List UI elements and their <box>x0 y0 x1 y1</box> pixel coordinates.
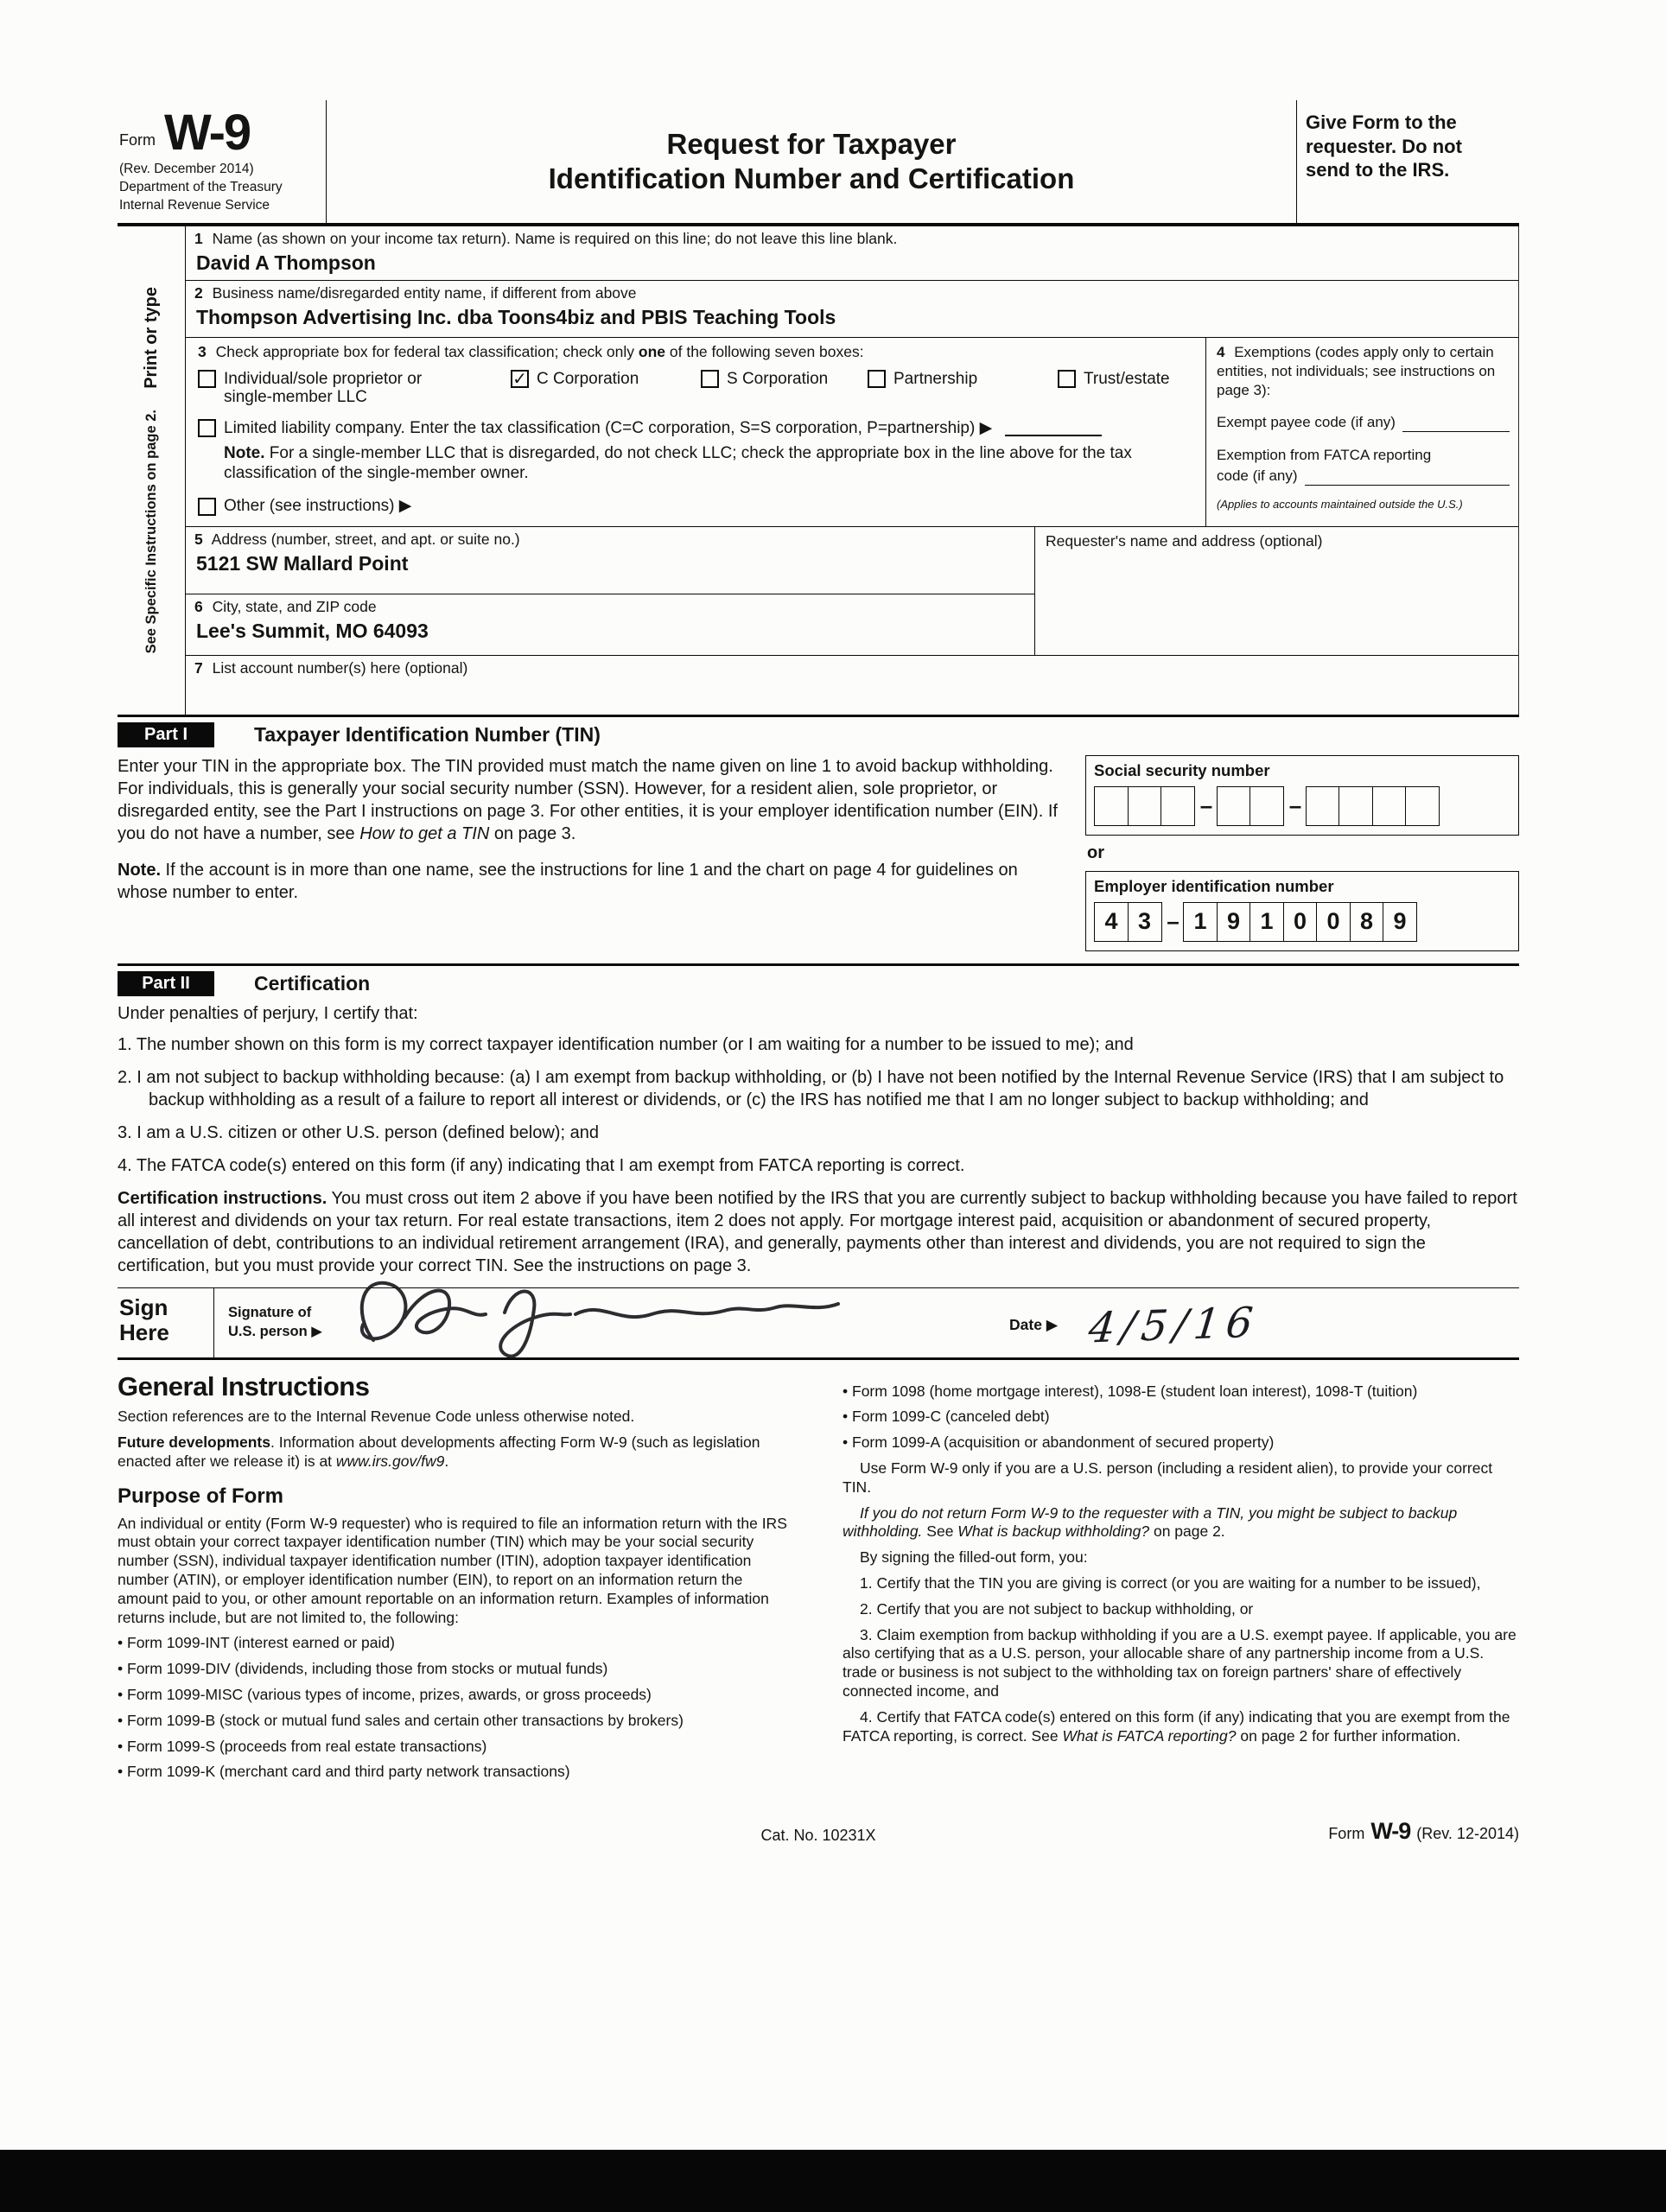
line7-number: 7 <box>194 658 203 677</box>
line5-label: Address (number, street, and apt. or suite no.) <box>211 530 520 548</box>
checkbox-trust-estate-label: Trust/estate <box>1084 370 1170 388</box>
footer-form-number: W-9 <box>1370 1818 1411 1845</box>
ein-digit-cell[interactable]: 9 <box>1217 902 1251 942</box>
line7-account-value[interactable] <box>194 677 1510 705</box>
date-field[interactable] <box>1009 1288 1519 1357</box>
future-developments-post: . <box>444 1452 449 1471</box>
form-revision: (Rev. December 2014) <box>119 161 254 176</box>
ein-dash: – <box>1167 908 1180 935</box>
ein-digit-cell[interactable]: 1 <box>1250 902 1284 942</box>
signature-of-line2: U.S. person ▶ <box>228 1323 322 1339</box>
fatca-label-line1: Exemption from FATCA reporting <box>1217 447 1432 463</box>
part1-header <box>118 717 1519 753</box>
signing-item-1: 1. Certify that the TIN you are giving is correct (or you are waiting for a number to be issued), <box>860 1574 1481 1592</box>
line6-city-value[interactable]: Lee's Summit, MO 64093 <box>196 619 429 642</box>
ssn-digit-cell[interactable] <box>1128 786 1162 826</box>
address-column <box>186 527 1034 655</box>
exemptions-title: Exemptions (codes apply only to certain entities, not individuals; see instructions on page 3): <box>1217 344 1496 398</box>
part1-text-pre: Enter your TIN in the appropriate box. The TIN provided must match the name given on line 1 to avoid backup withholding. For individuals, this is generally your social security number (SSN). However, for a resident alien, sole proprietor, or disregarded entity, see the Part I instructions on page 3. For other entities, it is your employer identification number (EIN). If you do not have a number, see <box>118 756 1058 843</box>
signature-of-label <box>228 1304 345 1341</box>
requester-box[interactable] <box>1034 527 1518 655</box>
classification-checkbox-row <box>198 370 1199 407</box>
ein-digit-cell[interactable]: 0 <box>1316 902 1351 942</box>
signature-section <box>118 1287 1519 1360</box>
ssn-box <box>1085 755 1519 836</box>
form-header <box>118 100 1519 226</box>
left-margin-strip <box>118 226 185 715</box>
signature-field[interactable] <box>214 1288 1009 1357</box>
sign-here-label <box>118 1288 214 1357</box>
give-form-notice: Give Form to the requester. Do not send to the IRS. <box>1296 100 1519 223</box>
checkbox-c-corporation[interactable] <box>511 370 701 407</box>
page-footer <box>118 1818 1519 1856</box>
backup-withholding-italic: If you do not return Form W-9 to the requester with a TIN, you might be subject to backup withholding. <box>843 1503 1458 1541</box>
line7-account-row <box>186 656 1518 715</box>
part1-badge: Part I <box>118 722 214 747</box>
checkbox-s-corporation-box[interactable] <box>701 370 719 388</box>
llc-note-text: For a single-member LLC that is disregarded, do not check LLC; check the appropriate box in the line above for the tax classification of the single-member owner. <box>224 443 1132 482</box>
checkbox-other-box[interactable] <box>198 498 216 516</box>
instructions-right-column <box>843 1376 1519 1789</box>
part2-badge: Part II <box>118 971 214 996</box>
fatca-code-blank[interactable] <box>1305 469 1510 486</box>
part1-title: Taxpayer Identification Number (TIN) <box>254 722 601 746</box>
part2-body <box>118 1002 1519 1287</box>
signature-of-line1: Signature of <box>228 1305 312 1321</box>
form-word: Form <box>119 131 156 149</box>
certification-item-3: 3. I am a U.S. citizen or other U.S. person (defined below); and <box>118 1122 599 1142</box>
signing-item-2: 2. Certify that you are not subject to backup withholding, or <box>860 1599 1254 1618</box>
list-item: • Form 1099-C (canceled debt) <box>843 1408 1519 1427</box>
part2-header <box>118 966 1519 1002</box>
line1-name-value[interactable]: David A Thompson <box>196 251 376 274</box>
ssn-digit-row <box>1096 786 1511 826</box>
list-item: • Form 1099-A (acquisition or abandonment of secured property) <box>843 1433 1519 1452</box>
part1-note-text: If the account is in more than one name, see the instructions for line 1 and the chart on page 4 for guidelines on whose number to enter. <box>118 860 1018 902</box>
checkbox-llc-box[interactable] <box>198 419 216 437</box>
line2-business-row <box>186 281 1518 338</box>
part1-body <box>118 753 1519 963</box>
date-label: Date ▶ <box>1009 1316 1059 1334</box>
list-item: • Form 1099-MISC (various types of income, prizes, awards, or gross proceeds) <box>118 1686 794 1705</box>
line2-number: 2 <box>194 284 203 302</box>
future-developments-text: . Information about developments affecting Form W-9 (such as legislation enacted after we release it) is at <box>118 1433 760 1471</box>
line3-number: 3 <box>198 343 207 360</box>
checkbox-llc-label: Limited liability company. Enter the tax classification (C=C corporation, S=S corporation, P=partnership) ▶ <box>224 418 993 437</box>
line5-number: 5 <box>194 530 203 548</box>
certification-item-4: 4. The FATCA code(s) entered on this form (if any) indicating that I am exempt from FATCA reporting is correct. <box>118 1155 965 1175</box>
ein-digit-cell[interactable]: 1 <box>1183 902 1218 942</box>
checkbox-c-corporation-box[interactable]: ✓ <box>511 370 529 388</box>
ssn-digit-cell[interactable] <box>1339 786 1373 826</box>
line3-label-row <box>198 343 1199 361</box>
ssn-dash: – <box>1288 792 1302 819</box>
checkbox-individual-box[interactable] <box>198 370 216 388</box>
form-id-block <box>118 100 327 223</box>
line3-classification-row <box>186 338 1518 527</box>
exempt-payee-row <box>1217 413 1510 432</box>
requester-label: Requester's name and address (optional) <box>1046 531 1323 550</box>
box4-number: 4 <box>1217 344 1225 360</box>
ein-box <box>1085 871 1519 951</box>
line6-label-row <box>194 598 1026 616</box>
field-rows <box>185 226 1519 715</box>
exemptions-box <box>1205 338 1518 526</box>
part2-title: Certification <box>254 971 371 995</box>
part1-text-italic: How to get a TIN <box>359 823 490 843</box>
date-value[interactable]: 4/5/16 <box>1086 1298 1262 1353</box>
section-references: Section references are to the Internal Revenue Code unless otherwise noted. <box>118 1408 635 1426</box>
form-department: Department of the Treasury <box>119 179 283 194</box>
line3-label-one: one <box>638 343 666 360</box>
llc-note <box>224 444 1178 484</box>
future-developments <box>118 1433 794 1471</box>
line3-label-pre: Check appropriate box for federal tax classification; check only <box>215 343 639 360</box>
sign-here-line1: Sign <box>119 1294 169 1320</box>
line6-city-row <box>186 594 1034 655</box>
checkbox-s-corporation[interactable] <box>701 370 868 407</box>
ssn-digit-cell[interactable] <box>1160 786 1195 826</box>
sign-here-line2: Here <box>119 1319 169 1345</box>
list-item: • Form 1099-INT (interest earned or paid) <box>118 1634 794 1653</box>
list-item: • Form 1099-DIV (dividends, including those from stocks or mutual funds) <box>118 1660 794 1679</box>
list-item: • Form 1099-B (stock or mutual fund sales and certain other transactions by brokers) <box>118 1712 794 1731</box>
scan-black-bar <box>0 2150 1666 2212</box>
line3-label-post: of the following seven boxes: <box>665 343 864 360</box>
checkbox-llc[interactable] <box>198 419 1199 437</box>
ssn-digit-cell[interactable] <box>1094 786 1129 826</box>
backup-withholding-term: What is backup withholding? <box>957 1522 1150 1541</box>
checkbox-individual-label: Individual/sole proprietor or single-member LLC <box>224 370 423 407</box>
exempt-payee-blank[interactable] <box>1402 416 1510 432</box>
footer-form-word: Form <box>1328 1825 1365 1843</box>
ein-digit-cell[interactable]: 3 <box>1128 902 1162 942</box>
general-instructions <box>118 1370 1519 1789</box>
certification-instructions-text: You must cross out item 2 above if you have been notified by the IRS that you are currently subject to backup withholding because you have failed to report all interest and dividends on your tax return. For real estate transactions, item 2 does not apply. For mortgage interest paid, acquisition or abandonment of secured property, cancellation of debt, contributions to an individual retirement arrangement (IRA), and generally, payments other than interest and dividends, you are not required to sign the certification, but you must provide your correct TIN. See the instructions on page 3. <box>118 1188 1517 1275</box>
ssn-dash: – <box>1199 792 1213 819</box>
line6-label: City, state, and ZIP code <box>212 597 377 615</box>
form-service: Internal Revenue Service <box>119 197 270 213</box>
list-item: • Form 1098 (home mortgage interest), 1098-E (student loan interest), 1098-T (tuition) <box>843 1382 1519 1402</box>
form-number-row <box>119 107 321 160</box>
ssn-label: Social security number <box>1094 760 1270 779</box>
certification-instructions-lead: Certification instructions. <box>118 1188 327 1208</box>
signing-item-4 <box>843 1708 1519 1746</box>
line5-address-row <box>186 527 1034 594</box>
identification-section <box>118 226 1519 717</box>
signing-item-4-term: What is FATCA reporting? <box>1062 1726 1237 1745</box>
backup-withholding-post: on page 2. <box>1149 1522 1225 1541</box>
exemptions-fine-print: (Applies to accounts maintained outside the U.S.) <box>1217 497 1463 511</box>
form-title-block <box>327 100 1296 223</box>
part1-note-lead: Note. <box>118 860 161 880</box>
fatca-code-row <box>1217 467 1510 486</box>
checkbox-other-label: Other (see instructions) ▶ <box>224 497 412 516</box>
future-developments-lead: Future developments <box>118 1433 270 1452</box>
by-signing-intro: By signing the filled-out form, you: <box>860 1548 1088 1567</box>
checkbox-partnership[interactable] <box>868 370 1058 407</box>
signing-item-3: 3. Claim exemption from backup withholding if you are a U.S. exempt payee. If applicable, you are also certifying that as a U.S. person, your allocable share of any partnership income from a U.S. trade or business is not subject to the withholding tax on foreign partners' share of effectively connected income, and <box>843 1625 1517 1700</box>
backup-withholding-mid: See <box>922 1522 958 1541</box>
see-instructions-label: See Specific Instructions on page 2. <box>143 410 159 654</box>
line7-label-row <box>194 659 1510 677</box>
or-label: or <box>1087 842 1104 862</box>
ssn-digit-cell[interactable] <box>1306 786 1340 826</box>
ein-digit-cell[interactable]: 9 <box>1383 902 1417 942</box>
checkbox-partnership-box[interactable] <box>868 370 886 388</box>
line1-label-row <box>194 230 1510 248</box>
use-w9-paragraph: Use Form W-9 only if you are a U.S. person (including a resident alien), to provide your correct TIN. <box>843 1459 1493 1496</box>
line5-label-row <box>194 531 1026 549</box>
line2-label-row <box>194 284 1510 302</box>
purpose-paragraph: An individual or entity (Form W-9 requester) who is required to file an information return with the IRS must obtain your correct taxpayer identification number (TIN) which may be your social security number (SSN), individual taxpayer identification number (ITIN), adoption taxpayer identification number (ATIN), or employer identification number (EIN), to report on an information return the amount paid to you, or other amount reportable on an information return. Examples of information returns include, but are not limited to, the following: <box>118 1514 787 1626</box>
part1-note <box>118 859 1061 904</box>
line2-business-value[interactable]: Thompson Advertising Inc. dba Toons4biz and PBIS Teaching Tools <box>196 306 836 328</box>
part1-paragraph <box>118 755 1061 845</box>
signing-item-4-pre: 4. Certify that FATCA code(s) entered on this form (if any) indicating that you are exempt from the FATCA reporting, is correct. See <box>843 1707 1510 1745</box>
form-title-line2: Identification Number and Certification <box>548 162 1075 194</box>
ssn-digit-cell[interactable] <box>1405 786 1440 826</box>
checkbox-trust-estate-box[interactable] <box>1058 370 1076 388</box>
exempt-payee-label: Exempt payee code (if any) <box>1217 414 1396 431</box>
checkbox-trust-estate[interactable] <box>1058 370 1170 407</box>
ein-label: Employer identification number <box>1094 876 1334 895</box>
line1-label: Name (as shown on your income tax return). Name is required on this line; do not leave this line blank. <box>212 230 898 247</box>
llc-classification-blank[interactable] <box>1005 419 1102 436</box>
certification-item-2: 2. I am not subject to backup withholding because: (a) I am exempt from backup withholding, or (b) I have not been notified by the Internal Revenue Service (IRS) that I am subject to backup withholding as a result of a failure to report all interest or dividends, or (c) the IRS has notified me that I am no longer subject to backup withholding; and <box>118 1067 1504 1109</box>
tax-classification-area <box>186 338 1205 526</box>
certification-item-1: 1. The number shown on this form is my correct taxpayer identification number (or I am waiting for a number to be issued to me); and <box>118 1034 1134 1054</box>
signing-item-4-post: on page 2 for further information. <box>1236 1726 1461 1745</box>
part1-text-post: on page 3. <box>489 823 576 843</box>
fatca-label-line2: code (if any) <box>1217 467 1298 484</box>
future-developments-url: www.irs.gov/fw9 <box>335 1452 445 1471</box>
footer-form-revision: (Rev. 12-2014) <box>1416 1825 1519 1843</box>
list-item: • Form 1099-K (merchant card and third party network transactions) <box>118 1763 794 1782</box>
part1-instructions <box>118 755 1085 951</box>
address-rows <box>186 527 1518 656</box>
ein-digit-cell[interactable]: 0 <box>1283 902 1318 942</box>
ein-digit-row <box>1096 902 1511 942</box>
ssn-digit-cell[interactable] <box>1217 786 1251 826</box>
backup-withholding-note <box>843 1504 1519 1542</box>
certification-instructions <box>118 1187 1519 1277</box>
general-instructions-heading: General Instructions <box>118 1370 370 1402</box>
instructions-left-column <box>118 1370 794 1789</box>
line7-label: List account number(s) here (optional) <box>212 658 468 677</box>
checkbox-s-corporation-label: S Corporation <box>727 370 829 388</box>
line1-name-row <box>186 226 1518 281</box>
form-number: W-9 <box>164 105 251 161</box>
ein-digit-cell[interactable]: 4 <box>1094 902 1129 942</box>
checkbox-other[interactable] <box>198 497 1199 515</box>
checkbox-partnership-label: Partnership <box>893 370 978 388</box>
checkbox-individual[interactable] <box>198 370 511 407</box>
w9-form <box>118 100 1519 1856</box>
line1-number: 1 <box>194 230 203 247</box>
catalog-number: Cat. No. 10231X <box>760 1827 876 1845</box>
ein-digit-cell[interactable]: 8 <box>1350 902 1384 942</box>
line6-number: 6 <box>194 597 203 615</box>
purpose-of-form-heading: Purpose of Form <box>118 1484 284 1508</box>
list-item: • Form 1099-S (proceeds from real estate transactions) <box>118 1738 794 1757</box>
ssn-digit-cell[interactable] <box>1372 786 1407 826</box>
llc-note-lead: Note. <box>224 443 265 462</box>
exemptions-title-row <box>1217 343 1510 399</box>
footer-form-id <box>1328 1818 1519 1845</box>
line5-address-value[interactable]: 5121 SW Mallard Point <box>196 551 409 575</box>
tin-boxes-column <box>1085 755 1519 951</box>
print-or-type-label: Print or type <box>141 287 161 390</box>
line2-label: Business name/disregarded entity name, if different from above <box>212 284 637 302</box>
form-title-line1: Request for Taxpayer <box>666 128 957 161</box>
ssn-digit-cell[interactable] <box>1250 786 1284 826</box>
certification-intro: Under penalties of perjury, I certify that: <box>118 1003 418 1023</box>
checkbox-c-corporation-label: C Corporation <box>537 370 639 388</box>
